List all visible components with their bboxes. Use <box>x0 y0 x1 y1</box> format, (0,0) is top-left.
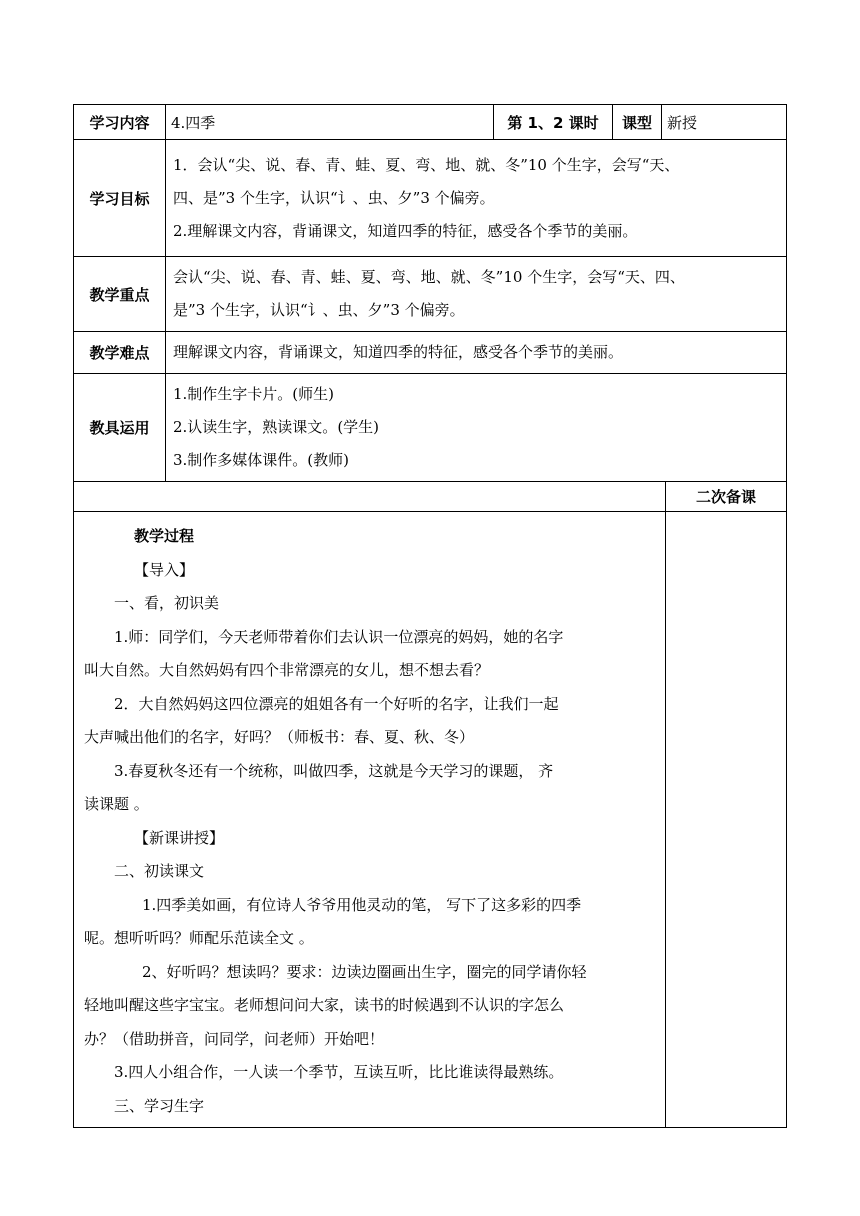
key-points-line: 是”3 个生字，认识“讠、虫、夕”3 个偏旁。 <box>173 301 465 319</box>
process-line: 3.四人小组合作，一人读一个季节，互读互听，比比谁读得最熟练。 <box>114 1063 564 1081</box>
objectives-label: 学习目标 <box>74 140 166 257</box>
process-line: 叫大自然。大自然妈妈有四个非常漂亮的女儿，想不想去看？ <box>84 661 490 679</box>
tools-line: 3.制作多媒体课件。(教师) <box>173 451 350 469</box>
key-points-content <box>166 257 787 332</box>
secondary-prep-header-row <box>74 482 787 512</box>
objectives-line: 1．会认“尖、说、春、青、蛙、夏、弯、地、就、冬”10 个生字，会写“天、 <box>173 155 680 174</box>
type-label: 课型 <box>613 105 662 140</box>
process-title: 教学过程 <box>134 527 195 545</box>
process-line: 1.师：同学们，今天老师带着你们去认识一位漂亮的妈妈，她的名字 <box>114 627 564 646</box>
process-line: 【导入】 <box>134 560 195 579</box>
blank-header-cell <box>74 482 666 512</box>
key-points-label: 教学重点 <box>74 257 166 332</box>
difficulties-label: 教学难点 <box>74 332 166 374</box>
process-line: 轻地叫醒这些字宝宝。老师想问问大家，读书的时候遇到不认识的字怎么 <box>84 996 565 1014</box>
objectives-content <box>166 140 787 257</box>
process-row <box>74 512 787 1128</box>
process-line: 二、初读课文 <box>114 862 205 880</box>
type-value: 新授 <box>662 105 787 140</box>
process-line: 大声喊出他们的名字，好吗？（师板书：春、夏、秋、冬） <box>84 728 475 746</box>
difficulties-row <box>74 332 787 374</box>
difficulties-content: 理解课文内容，背诵课文，知道四季的特征，感受各个季节的美丽。 <box>166 332 787 374</box>
objectives-line: 四、是”3 个生字，认识“讠、虫、夕”3 个偏旁。 <box>173 188 495 207</box>
process-line: 呢。想听听吗？师配乐范读全文 。 <box>84 929 314 947</box>
tools-row <box>74 374 787 482</box>
process-line: 读课题 。 <box>84 795 149 813</box>
objectives-line: 2.理解课文内容，背诵课文，知道四季的特征，感受各个季节的美丽。 <box>173 221 638 240</box>
objectives-row <box>74 140 787 257</box>
process-lines <box>84 554 655 1124</box>
key-points-row <box>74 257 787 332</box>
process-line: 3.春夏秋冬还有一个统称，叫做四季，这就是今天学习的课题， 齐 <box>114 761 554 780</box>
content-label: 学习内容 <box>74 105 166 140</box>
secondary-prep-cell <box>666 512 787 1128</box>
tools-content <box>166 374 787 482</box>
secondary-prep-label: 二次备课 <box>666 482 787 512</box>
tools-line: 2.认读生字，熟读课文。(学生) <box>173 418 380 436</box>
process-line: 2、好听吗？想读吗？要求：边读边圈画出生字，圈完的同学请你轻 <box>142 962 587 981</box>
tools-label: 教具运用 <box>74 374 166 482</box>
lesson-plan-table <box>73 104 787 1128</box>
content-value: 4.四季 <box>166 105 494 140</box>
tools-line: 1.制作生字卡片。(师生) <box>173 385 335 403</box>
process-line: 【新课讲授】 <box>134 828 225 847</box>
header-row <box>74 105 787 140</box>
process-line: 三、学习生字 <box>114 1096 205 1115</box>
process-line: 1.四季美如画，有位诗人爷爷用他灵动的笔， 写下了这多彩的四季 <box>142 895 582 914</box>
process-line: 办？（借助拼音，问同学，问老师）开始吧！ <box>84 1029 385 1048</box>
process-line: 2．大自然妈妈这四位漂亮的姐姐各有一个好听的名字，让我们一起 <box>114 694 559 713</box>
process-line: 一、看，初识美 <box>114 594 220 612</box>
period-label: 第 1、2 课时 <box>494 105 613 140</box>
process-content <box>74 512 666 1128</box>
key-points-line: 会认“尖、说、春、青、蛙、夏、弯、地、就、冬”10 个生字，会写“天、四、 <box>173 268 685 286</box>
